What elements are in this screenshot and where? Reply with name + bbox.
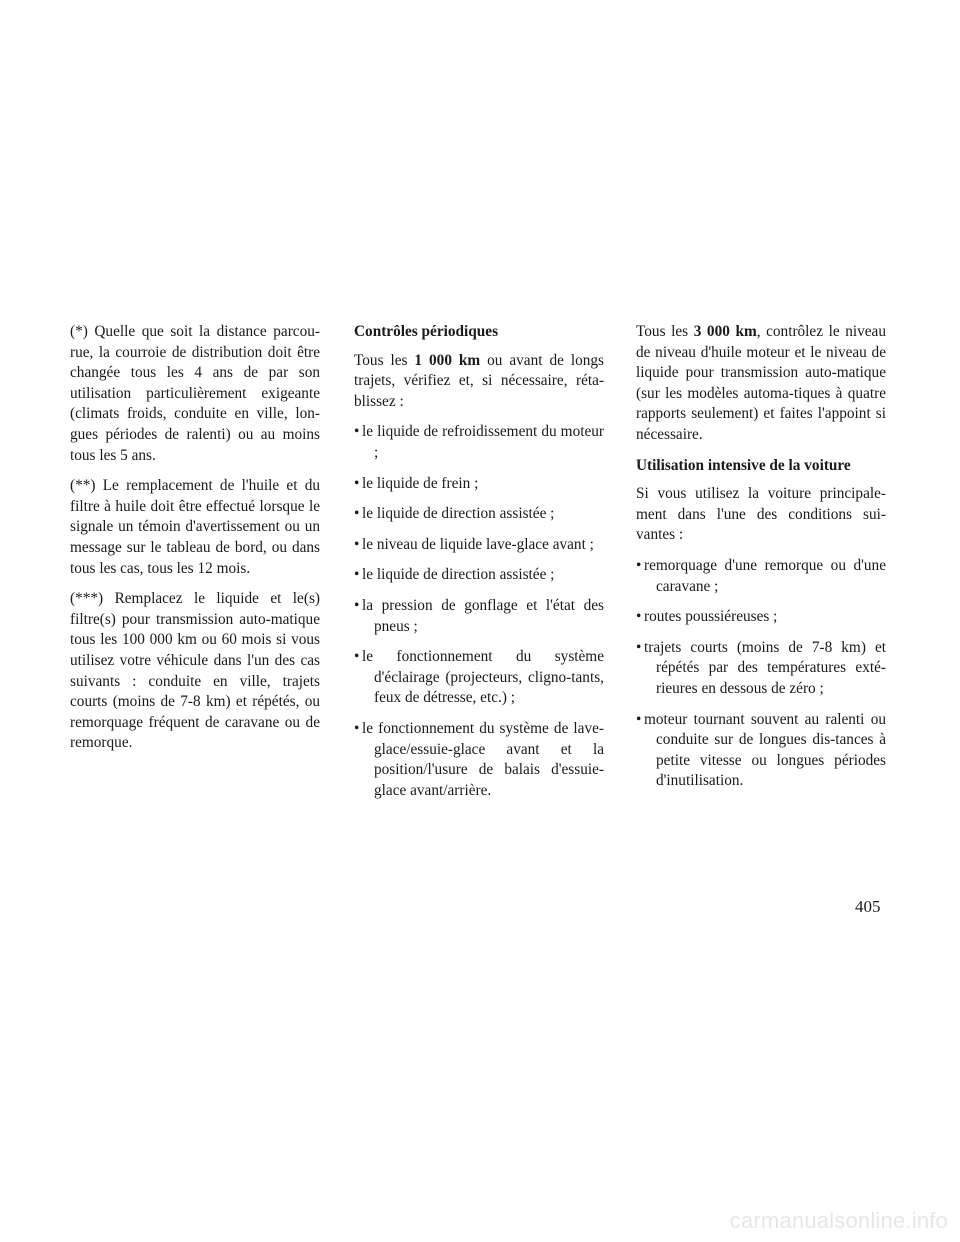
list-item: • le liquide de direction assistée ; — [354, 565, 604, 586]
intro-text: Tous les — [636, 323, 694, 340]
periodic-checks-intro — [354, 351, 604, 413]
intro-text: Tous les — [354, 351, 415, 369]
list-item: • le liquide de direction assistée ; — [354, 504, 604, 525]
intensive-use-list — [636, 556, 886, 792]
section-heading-intensive-use: Utilisation intensive de la voiture — [636, 456, 851, 474]
footnote-timing-belt: (*) Quelle que soit la distance parcou-rue, la courroie de distribution doit être changée tous les 4 ans de par son utilisation particulièrement exigeante (climats froids, conduite en ville, lon-gues périodes de ralenti) ou au moins tous les 5 ans. — [70, 323, 320, 464]
footnote-oil-change: (**) Le remplacement de l'huile et du filtre à huile doit être effectué lorsque le signale un témoin d'avertissement ou un message sur le tableau de bord, ou dans tous les cas, tous les 12 mois. — [70, 477, 320, 577]
column-right — [636, 322, 886, 802]
intro-text: , contrôlez le niveau de niveau d'huile moteur et le niveau de liquide pour transmission auto-matique (sur les modèles automa-tiques à quatre rapports seulement) et faites l'appoint si nécessaire. — [636, 323, 886, 443]
column-left — [70, 322, 320, 764]
list-item: • moteur tournant souvent au ralenti ou conduite sur de longues dis-tances à petite vitesse ou longues périodes d'inutilisation. — [636, 710, 886, 792]
list-item: • la pression de gonflage et l'état des pneus ; — [354, 596, 604, 637]
list-item: • remorquage d'une remorque ou d'une caravane ; — [636, 556, 886, 597]
oil-level-check-paragraph — [636, 322, 886, 446]
intensive-use-intro: Si vous utilisez la voiture principale-ment dans l'une des conditions sui-vantes : — [636, 485, 886, 544]
intro-distance: 1 000 km — [414, 351, 481, 369]
column-middle — [354, 322, 604, 811]
list-item: • le liquide de frein ; — [354, 474, 604, 495]
list-item: • trajets courts (moins de 7-8 km) et répétés par des températures exté-rieures en dessous de zéro ; — [636, 638, 886, 700]
list-item: • le fonctionnement du système de lave-glace/essuie-glace avant et la position/l'usure de balais d'essuie-glace avant/arrière. — [354, 719, 604, 801]
intro-text: ou avant de longs trajets, vérifiez et, si nécessaire, réta-blissez : — [354, 351, 604, 410]
footnote-transmission-fluid: (***) Remplacez le liquide et le(s) filtre(s) pour transmission auto-matique tous les 100 000 km ou 60 mois si vous utilisez votre véhicule dans l'un des cas suivants : conduite en ville, trajets courts (moins de 7-8 km) et répétés, ou remorquage fréquent de caravane ou de remorque. — [70, 590, 320, 752]
intro-distance: 3 000 km — [693, 323, 757, 340]
list-item: • le liquide de refroidissement du moteur ; — [354, 422, 604, 463]
page-number: 405 — [855, 897, 881, 916]
section-heading-periodic-checks: Contrôles périodiques — [354, 323, 499, 340]
list-item: • le niveau de liquide lave-glace avant ; — [354, 535, 604, 556]
list-item: • le fonctionnement du système d'éclairage (projecteurs, cligno-tants, feux de détresse, etc.) ; — [354, 647, 604, 709]
watermark-text: carmanualsonline.info — [729, 1208, 948, 1233]
periodic-checks-list — [354, 422, 604, 801]
list-item: • routes poussiéreuses ; — [636, 607, 886, 628]
